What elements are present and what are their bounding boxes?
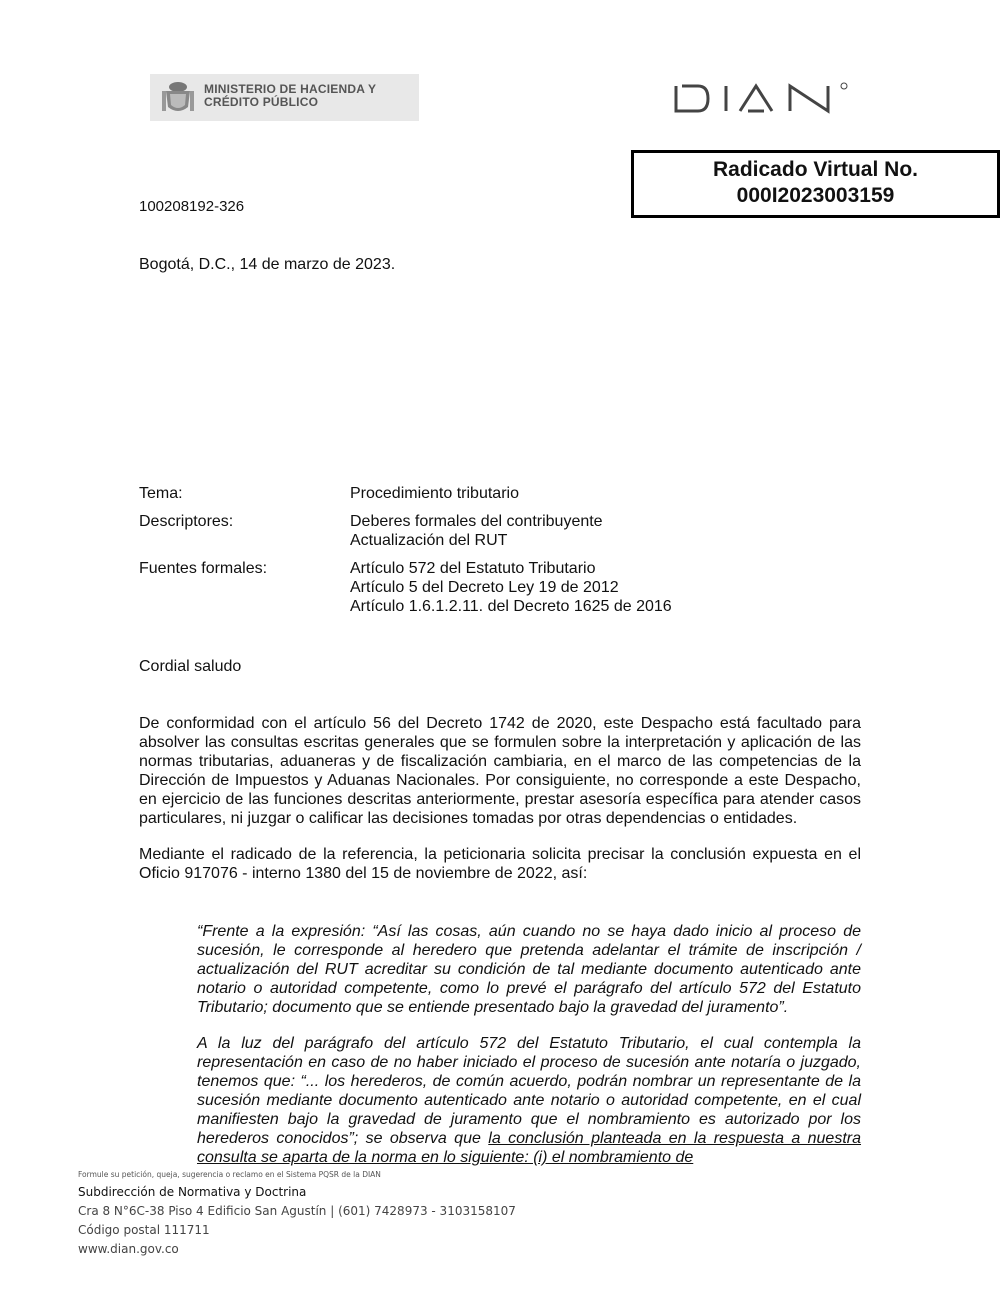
footer-address: Cra 8 N°6C-38 Piso 4 Edificio San Agustín | (601) 7428973 - 3103158107 xyxy=(78,1204,516,1218)
radicado-label: Radicado Virtual No. xyxy=(713,158,918,181)
descriptores-label: Descriptores: xyxy=(139,513,234,530)
quote-underlined-text: la conclusión planteada en la respuesta a nuestra consulta se aparta de la norma en lo siguiente: (i) el nombramiento de xyxy=(197,1130,862,1166)
fuente-item: Artículo 1.6.1.2.11. del Decreto 1625 de 2016 xyxy=(350,598,672,615)
footer-pqsr-note: Formule su petición, queja, sugerencia o reclamo en el Sistema PQSR de la DIAN xyxy=(78,1170,381,1179)
fuente-item: Artículo 5 del Decreto Ley 19 de 2012 xyxy=(350,579,619,596)
quote-paragraph xyxy=(197,1034,861,1166)
descriptor-item: Deberes formales del contribuyente xyxy=(350,513,603,530)
date-line: Bogotá, D.C., 14 de marzo de 2023. xyxy=(139,256,396,273)
fuentes-label: Fuentes formales: xyxy=(139,560,268,577)
page-footer xyxy=(78,1170,516,1259)
tema-value: Procedimiento tributario xyxy=(350,485,519,502)
radicado-number: 000I2023003159 xyxy=(736,184,895,207)
footer-website-link[interactable]: www.dian.gov.co xyxy=(78,1242,179,1256)
footer-postal-code: Código postal 111711 xyxy=(78,1223,210,1237)
descriptor-item: Actualización del RUT xyxy=(350,532,508,549)
quote-plain-text: A la luz del parágrafo del artículo 572 del Estatuto Tributario, el cual contempla la representación en caso de no haber iniciado el proceso de sucesión ante notaría o juzgado, tenemos que: “... los herederos, de común acuerdo, podrán nombrar un representante de la sucesión mediante documento autenticado ante notario o autoridad competente, en el cual manifiesten bajo la gravedad de juramento que el nombramiento es autorizado por los herederos conocidos”; se observa que xyxy=(197,1035,861,1147)
body-paragraph: De conformidad con el artículo 56 del Decreto 1742 de 2020, este Despacho está facultado para absolver las consultas escritas generales que se formulen sobre la interpretación y aplicación de las normas tributarias, aduaneras y de fiscalización cambiaria, en el marco de las competencias de la Dirección de Impuestos y Aduanas Nacionales. Por consiguiente, no corresponde a este Despacho, en ejercicio de las funciones descritas anteriormente, prestar asesoría específica para atender casos particulares, ni juzgar o calificar las decisiones tomadas por otras dependencias o entidades. xyxy=(139,715,861,827)
ministry-name-line2: CRÉDITO PÚBLICO xyxy=(204,95,319,109)
body-paragraph: Mediante el radicado de la referencia, la peticionaria solicita precisar la conclusión expuesta en el Oficio 917076 - interno 1380 del 15 de noviembre de 2022, así: xyxy=(139,846,861,882)
tema-label: Tema: xyxy=(139,485,183,502)
fuente-item: Artículo 572 del Estatuto Tributario xyxy=(350,560,596,577)
salutation: Cordial saludo xyxy=(139,658,242,675)
quote-paragraph: “Frente a la expresión: “Así las cosas, aún cuando no se haya dado inicio al proceso de sucesión, le corresponde al heredero que pretenda adelantar el trámite de inscripción / actualización del RUT acreditar su condición de tal mediante documento autenticado ante notario o autoridad competente, como lo prevé el parágrafo del artículo 572 del Estatuto Tributario; documento que se entiende presentado bajo la gravedad del juramento”. xyxy=(197,923,861,1016)
footer-office: Subdirección de Normativa y Doctrina xyxy=(78,1185,307,1199)
quoted-text xyxy=(197,922,861,1166)
ministry-name-line1: MINISTERIO DE HACIENDA Y xyxy=(204,82,377,96)
letter-body xyxy=(139,714,861,900)
reference-number: 100208192-326 xyxy=(139,198,245,215)
